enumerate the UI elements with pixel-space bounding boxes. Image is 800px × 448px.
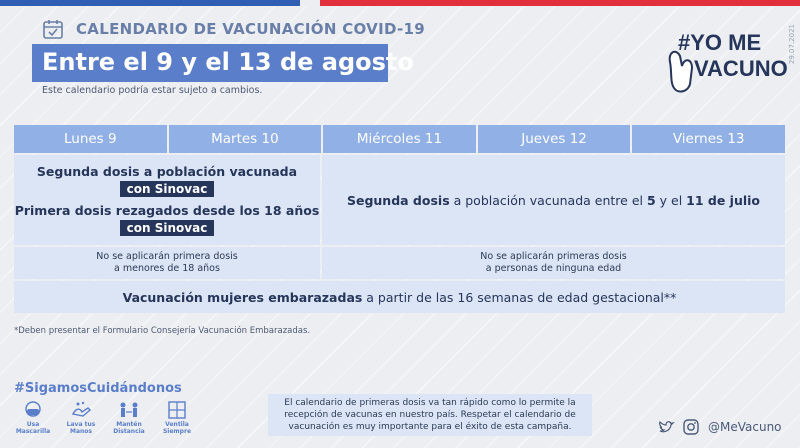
care-label-ventilate: Ventila Siempre [162, 421, 192, 435]
calendar-icon [42, 18, 64, 40]
row1-right-text2: y el [655, 192, 687, 208]
row1-right-text [347, 193, 760, 208]
hashtag: #SigamosCuidándonos [14, 381, 182, 396]
care-item-ventilate [158, 400, 196, 435]
mask-icon [22, 400, 44, 420]
care-label-mask: Usa Mascarilla [15, 421, 51, 435]
row1-right-text1: a población vacunada entre el [449, 192, 647, 208]
flag-bar [0, 0, 800, 6]
handwash-icon [70, 400, 92, 420]
row1-left-cell [14, 155, 320, 245]
row2-left-cell [14, 247, 320, 279]
campaign-note-line1: El calendario de primeras dosis va tan rápido como lo permite la [284, 398, 576, 408]
sinovac-tag-1: con Sinovac [120, 181, 215, 197]
row3-bold: Vacunación mujeres embarazadas [122, 289, 363, 305]
row2-right-cell [322, 247, 785, 279]
day-wednesday: Miércoles 11 [323, 125, 476, 153]
row1-right-cell [322, 155, 785, 245]
care-icons [14, 400, 196, 435]
schedule-grid [14, 125, 785, 313]
row2-right-line2: a personas de ninguna edad [485, 263, 622, 274]
date-banner [32, 44, 414, 82]
row1-left-line2: Primera dosis rezagados desde los 18 años [14, 203, 320, 218]
header-title: CALENDARIO DE VACUNACIÓN COVID-19 [76, 20, 426, 38]
row2-right-line1: No se aplicarán primeras dosis [480, 251, 627, 262]
day-tuesday: Martes 10 [169, 125, 322, 153]
row3-rest: a partir de las 16 semanas de edad gestacional** [362, 289, 677, 305]
instagram-icon[interactable] [682, 418, 700, 436]
twitter-icon[interactable] [658, 418, 676, 436]
social-handles [658, 418, 782, 436]
ventilate-icon [166, 400, 188, 420]
day-friday: Viernes 13 [632, 125, 785, 153]
campaign-note-box [268, 394, 592, 436]
banner-title: Entre el 9 y el 13 de agosto [42, 48, 414, 76]
care-item-distance [110, 400, 148, 435]
row1-right-bold2: 5 [646, 192, 656, 208]
row1-right-bold3: 11 de julio [686, 192, 761, 208]
sinovac-tag-2: con Sinovac [120, 220, 215, 236]
logo-line2: VACUNO [694, 56, 788, 81]
row2-left-line1: No se aplicarán primera dosis [96, 251, 238, 262]
row3-cell [14, 281, 785, 313]
datestamp: 29.07.2021 [788, 24, 796, 65]
day-thursday: Jueves 12 [478, 125, 631, 153]
campaign-note-line2: recepción de vacunas en nuestro país. Respetar el calendario de [284, 410, 576, 420]
row3-text [123, 290, 677, 305]
row1-right-bold1: Segunda dosis [346, 192, 450, 208]
row2-left-line2: a menores de 18 años [114, 263, 220, 274]
yo-me-vacuno-logo [662, 22, 788, 98]
header [42, 18, 425, 40]
care-item-mask [14, 400, 52, 435]
care-label-handwash: Lava tus Manos [66, 421, 96, 435]
day-header-row [14, 125, 785, 153]
care-label-distance: Mantén Distancia [113, 421, 145, 435]
distance-icon [118, 400, 140, 420]
social-handle[interactable]: @MeVacuno [708, 420, 782, 434]
subnote: Este calendario podría estar sujeto a cambios. [42, 85, 263, 96]
row1-left-line1: Segunda dosis a población vacunada [36, 164, 298, 179]
campaign-note-line3: vacunación es muy importante para el éxito de esta campaña. [288, 422, 572, 432]
day-monday: Lunes 9 [14, 125, 167, 153]
logo-line1: #YO ME [678, 30, 762, 55]
footnote: *Deben presentar el Formulario Consejería Vacunación Embarazadas. [14, 326, 311, 336]
care-item-handwash [62, 400, 100, 435]
